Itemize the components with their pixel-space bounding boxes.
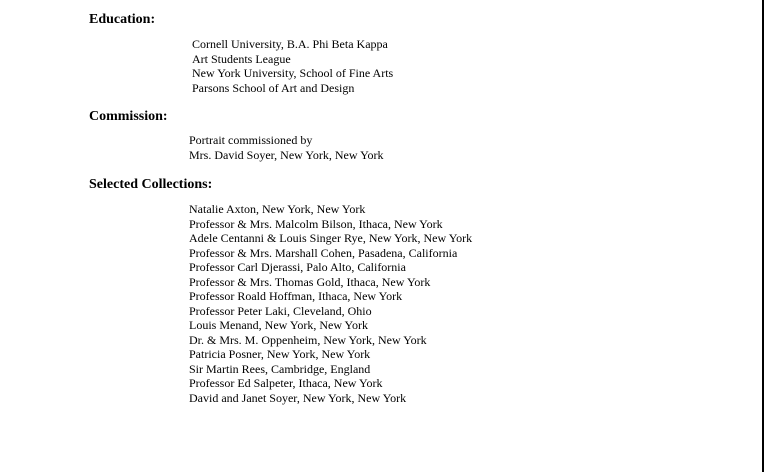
- education-item: New York University, School of Fine Arts: [192, 66, 394, 80]
- collection-item: Louis Menand, New York, New York: [189, 318, 369, 332]
- collection-item: Dr. & Mrs. M. Oppenheim, New York, New York: [189, 332, 427, 347]
- collection-item: Professor & Mrs. Thomas Gold, Ithaca, New York: [189, 274, 431, 289]
- collection-item: Professor & Mrs. Malcolm Bilson, Ithaca, New York: [189, 216, 443, 231]
- collection-item: Professor Carl Djerassi, Palo Alto, California: [189, 260, 406, 274]
- collection-item: Professor Ed Salpeter, Ithaca, New York: [189, 376, 383, 390]
- collection-item: Professor Peter Laki, Cleveland, Ohio: [189, 303, 372, 318]
- collection-item: Professor Roald Hoffman, Ithaca, New York: [189, 289, 403, 303]
- commission-heading: Commission:: [89, 109, 168, 124]
- collection-item: David and Janet Soyer, New York, New York: [189, 390, 407, 405]
- education-heading: Education:: [89, 12, 156, 27]
- collection-item: Natalie Axton, New York, New York: [189, 202, 366, 216]
- education-item: Cornell University, B.A. Phi Beta Kappa: [192, 37, 388, 51]
- collection-item: Sir Martin Rees, Cambridge, England: [189, 361, 371, 376]
- collections-heading: Selected Collections:: [89, 177, 213, 192]
- page-edge-border: [762, 0, 764, 472]
- commission-line: Mrs. David Soyer, New York, New York: [189, 147, 384, 162]
- collection-item: Professor & Mrs. Marshall Cohen, Pasadena, California: [189, 245, 458, 260]
- collections-list: [189, 202, 472, 405]
- education-item: Parsons School of Art and Design: [192, 80, 355, 95]
- collection-item: Patricia Posner, New York, New York: [189, 347, 371, 361]
- education-list: [192, 37, 393, 95]
- commission-text: [189, 133, 384, 162]
- collection-item: Adele Centanni & Louis Singer Rye, New York, New York: [189, 231, 473, 245]
- commission-line: Portrait commissioned by: [189, 133, 313, 147]
- education-item: Art Students League: [192, 51, 291, 66]
